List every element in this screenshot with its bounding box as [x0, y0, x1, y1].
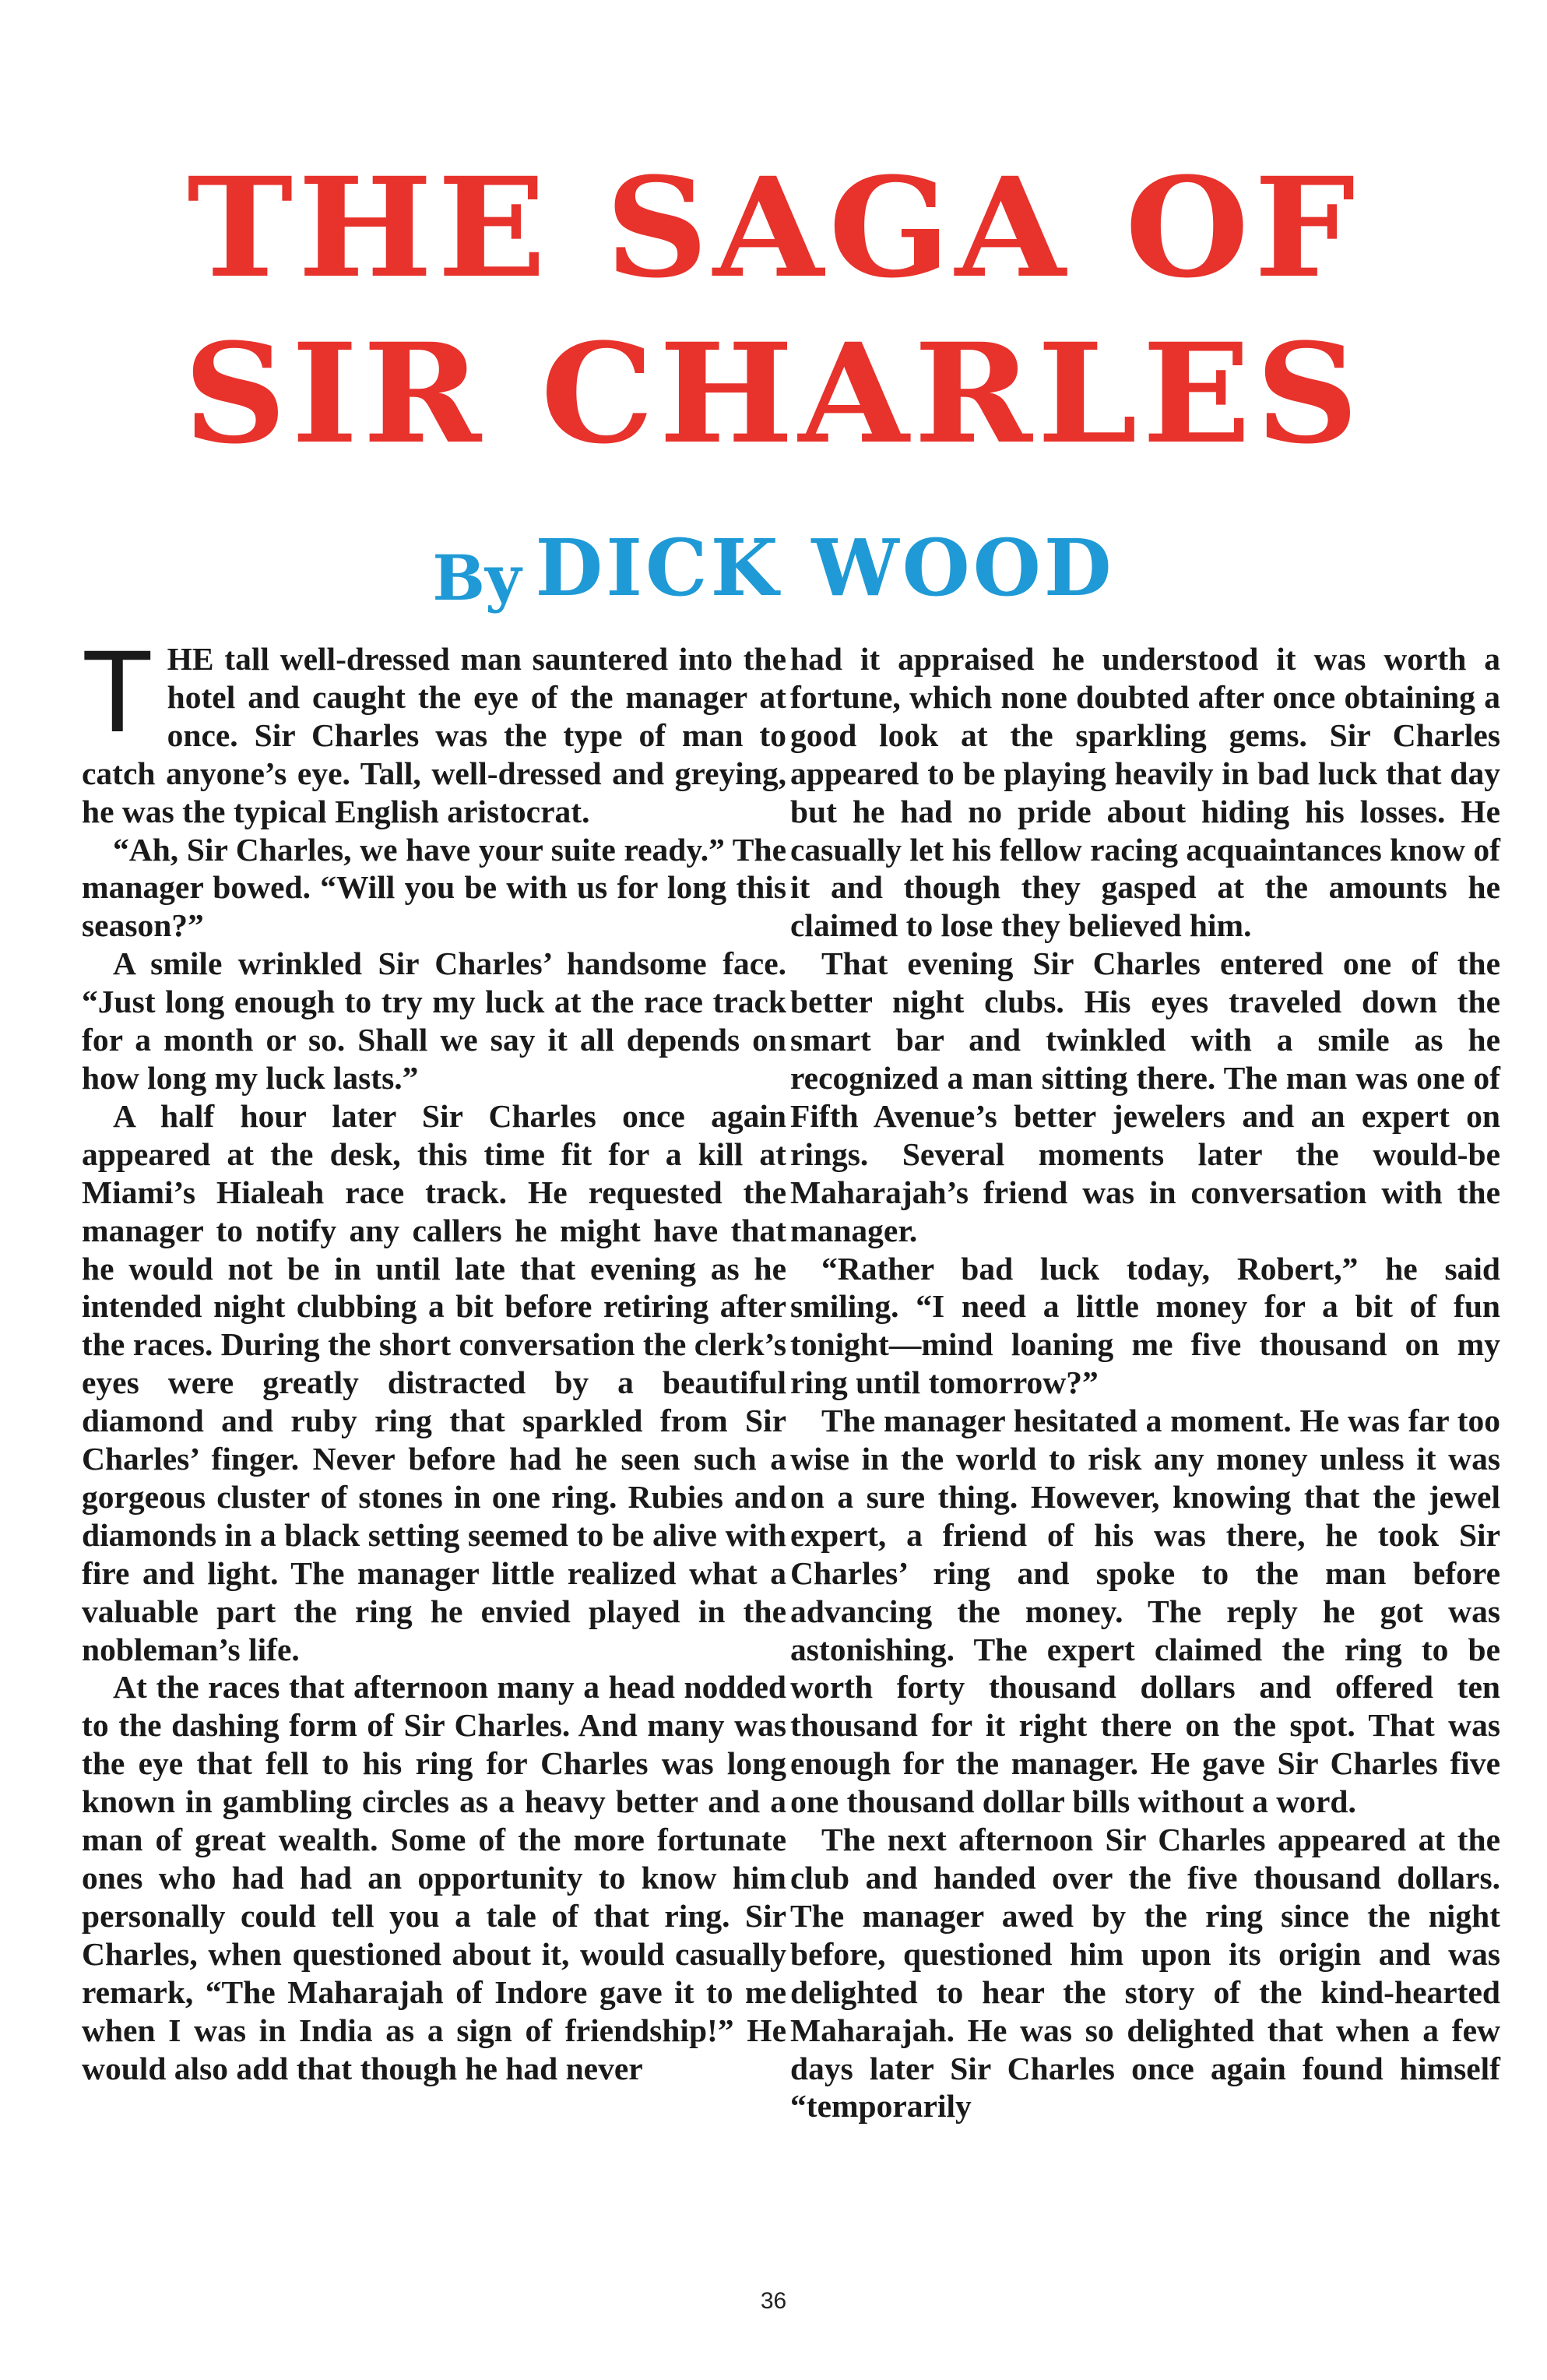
article-paragraph: A smile wrinkled Sir Charles’ handsome face. “Just long enough to try my luck at the race track for a month or so. Shall we say it all depends on how long my luck lasts.” — [82, 945, 786, 1096]
title-line-1: THE SAGA OF — [187, 147, 1360, 308]
article-right-column — [790, 640, 1500, 2125]
article-paragraph: That evening Sir Charles entered one of the better night clubs. His eyes traveled down the smart bar and twinkled with a smile as he recognized a man sitting there. The man was one of Fifth Avenue’s better jewelers and an expert on rings. Several moments later the would-be Maharajah’s friend was in conversation with the manager. — [790, 945, 1500, 1248]
article-paragraph: The next afternoon Sir Charles appeared at the club and handed over the five thousand dollars. The manager awed by the ring since the night before, questioned him upon its origin and was delighted to hear the story of the kind-hearted Maharajah. He was so delighted that when a few days later Sir Charles once again found himself “temporarily — [790, 1822, 1500, 2125]
byline — [0, 522, 1547, 614]
drop-cap: T — [82, 625, 153, 756]
article-paragraph — [82, 625, 786, 831]
article-paragraph: had it appraised he understood it was worth a fortune, which none doubted after once obtaining a good look at the sparkling gems. Sir Charles appeared to be playing heavily in bad luck that day but he had no pride about hiding his losses. He casually let his fellow racing acquaintances know of it and though they gasped at the amounts he claimed to lose they believed him. — [790, 641, 1500, 944]
article-paragraph: The manager hesitated a moment. He was far too wise in the world to risk any money unless it was on a sure thing. However, knowing that the jewel expert, a friend of his was there, he took Sir Charles’ ring and spoke to the man before advancing the money. The reply he got was astonishing. The expert claimed the ring to be worth forty thousand dollars and offered ten thousand for it right there on the spot. That was enough for the manager. He gave Sir Charles five one thousand dollar bills without a word. — [790, 1403, 1500, 1820]
page-number: 36 — [760, 2288, 787, 2314]
article-paragraph: A half hour later Sir Charles once again appeared at the desk, this time fit for a kill at Miami’s Hialeah race track. He requested the manager to notify any callers he might have that he would not be in until late that evening as he intended night clubbing a bit before retiring after the races. During the short conversation the clerk’s eyes were greatly distracted by a beautiful diamond and ruby ring that sparkled from Sir Charles’ finger. Never before had he seen such a gorgeous cluster of stones in one ring. Rubies and diamonds in a black setting seemed to be alive with fire and light. The manager little realized what a valuable part the ring he envied played in the nobleman’s life. — [82, 1097, 786, 1667]
paragraph-text: HE tall well-dressed man sauntered into the hotel and caught the eye of the manager at once. Sir Charles was the type of man to catch anyone’s eye. Tall, well-dressed and greying, he was the typical English aristocrat. — [82, 641, 786, 829]
byline-by: By — [432, 541, 522, 614]
byline-author: DICK WOOD — [535, 522, 1115, 614]
title-line-2: SIR CHARLES — [183, 313, 1364, 474]
article-left-column — [82, 625, 786, 2087]
article-paragraph: “Rather bad luck today, Robert,” he said smiling. “I need a little money for a bit of fun tonight—mind loaning me five thousand on my ring until tomorrow?” — [790, 1250, 1500, 1401]
article-paragraph: “Ah, Sir Charles, we have your suite ready.” The manager bowed. “Will you be with us for long this season?” — [82, 831, 786, 944]
article-paragraph: At the races that afternoon many a head nodded to the dashing form of Sir Charles. And many was the eye that fell to his ring for Charles was long known in gambling circles as a heavy better and a man of great wealth. Some of the more fortunate ones who had had an opportunity to know him personally could tell you a tale of that ring. Sir Charles, when questioned about it, would casually remark, “The Maharajah of Indore gave it to me when I was in India as a sign of friendship!” He would also add that though he had never — [82, 1669, 786, 2086]
